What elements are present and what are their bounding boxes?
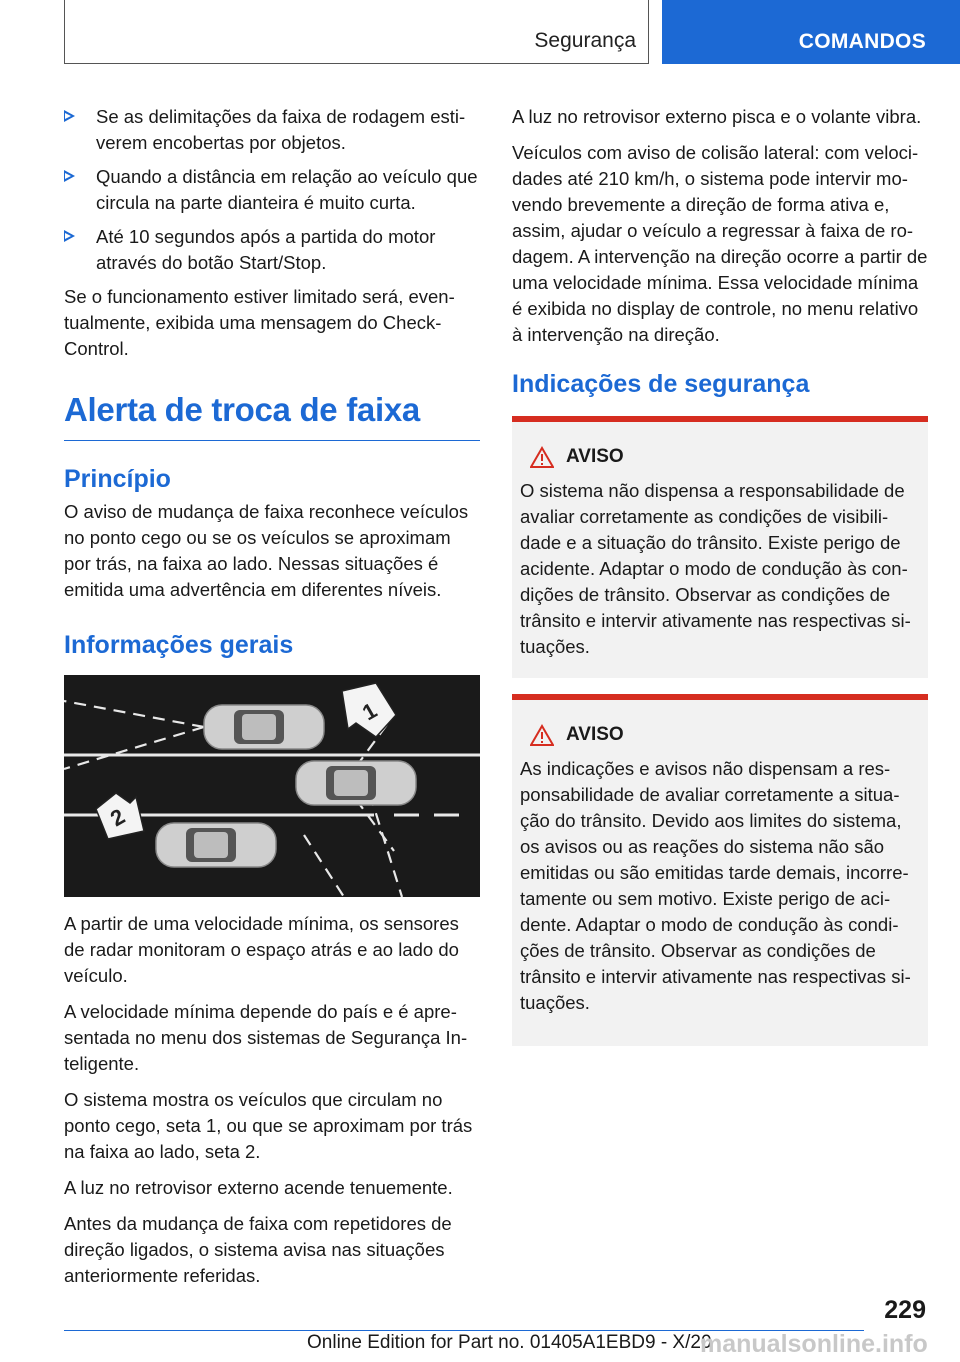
paragraph-side-collision: Veículos com aviso de colisão lateral: com velocidades até 210 km/h, o sistema pode intervir movendo brevemente a direção de forma ativa e, assim, ajudar o veículo a regressar à faixa de rodagem. A intervenção na direção ocorre a partir de uma velocidade mínima. Essa velocidade mínima é exibida no display de controle, no menu relativo à intervenção na direção. [512,142,928,345]
page-title: Alerta de troca de faixa [64,390,480,441]
warning-title: AVISO [566,724,624,745]
paragraph-mirror-blink: A luz no retrovisor externo pisca e o volante vibra. [512,106,922,127]
list-item: Até 10 segundos após a partida do motor através do botão Start/Stop. [64,224,480,276]
warning-box [512,416,928,678]
header-section-box [64,0,649,64]
car-middle [296,761,416,805]
list-item: Se as delimitações da faixa de rodagem estiverem encobertas por objetos. [64,104,480,156]
paragraph-limited-function: Se o funcionamento estiver limitado será, eventualmente, exibida uma mensagem do Check-Control. [64,286,455,359]
triangle-bullet-icon [64,230,75,242]
heading-safety-notes: Indicações de segurança [512,370,810,398]
arrow-2-label: 2 [106,803,130,832]
paragraph-before-change: Antes da mudança de faixa com repetidores de direção ligados, o sistema avisa nas situações anteriormente referidas. [64,1213,452,1286]
warning-triangle-icon [530,446,554,468]
left-column [64,104,480,1299]
right-column [512,104,928,1046]
paragraph-principle: O aviso de mudança de faixa reconhece veículos no ponto cego ou se os veículos se aproximam por trás, na faixa ao lado. Nessas situações é emitida uma advertência em diferentes níveis. [64,501,469,600]
list-item: Quando a distância em relação ao veículo que circula na parte dianteira é muito curta. [64,164,480,216]
warning-title: AVISO [566,446,624,467]
watermark: manualsonline.info [700,1330,928,1358]
arrow-1-label: 1 [358,697,382,726]
heading-principle: Princípio [64,465,171,493]
paragraph-mirror-light: A luz no retrovisor externo acende tenuemente. [64,1177,453,1198]
car-bottom [156,823,276,867]
paragraph-radar: A partir de uma velocidade mínima, os sensores de radar monitoram o espaço atrás e ao lado do veículo. [64,913,459,986]
illustration-svg [64,675,480,897]
heading-general-info: Informações gerais [64,631,294,659]
triangle-bullet-icon [64,110,75,122]
triangle-bullet-icon [64,170,75,182]
footer-edition: Online Edition for Part no. 01405A1EBD9 - X/20 [307,1332,712,1353]
header-chapter-title: COMANDOS [798,30,926,53]
paragraph-min-speed: A velocidade mínima depende do país e é apresentada no menu dos sistemas de Segurança Inteligente. [64,1001,468,1074]
warning-text: O sistema não dispensa a responsabilidade de avaliar corretamente as condições de visibilidade e a situação do trânsito. Existe perigo de acidente. Adaptar o modo de condução às condições de trânsito. Observar as condições de trânsito e intervir ativamente nas respectivas situações. [520,480,911,657]
header-section-title: Segurança [534,29,636,52]
paragraph-display: O sistema mostra os veículos que circulam no ponto cego, seta 1, ou que se aproximam por trás na faixa ao lado, seta 2. [64,1089,473,1162]
page-number: 229 [884,1296,926,1324]
warning-text: As indicações e avisos não dispensam a responsabilidade de avaliar corretamente a situação do trânsito. Devido aos limites do sistema, os avisos ou as reações do sistema não são emitidas ou são emitidas tarde demais, incorretamente ou sem motivo. Existe perigo de acidente. Adaptar o modo de condução às condições de trânsito. Observar as condições de trânsito e intervir ativamente nas respectivas situações. [520,758,911,1013]
car-top [204,705,324,749]
header-chapter-tab [662,0,960,64]
lane-change-illustration [64,675,480,897]
warning-triangle-icon [530,724,554,746]
warning-box [512,694,928,1046]
